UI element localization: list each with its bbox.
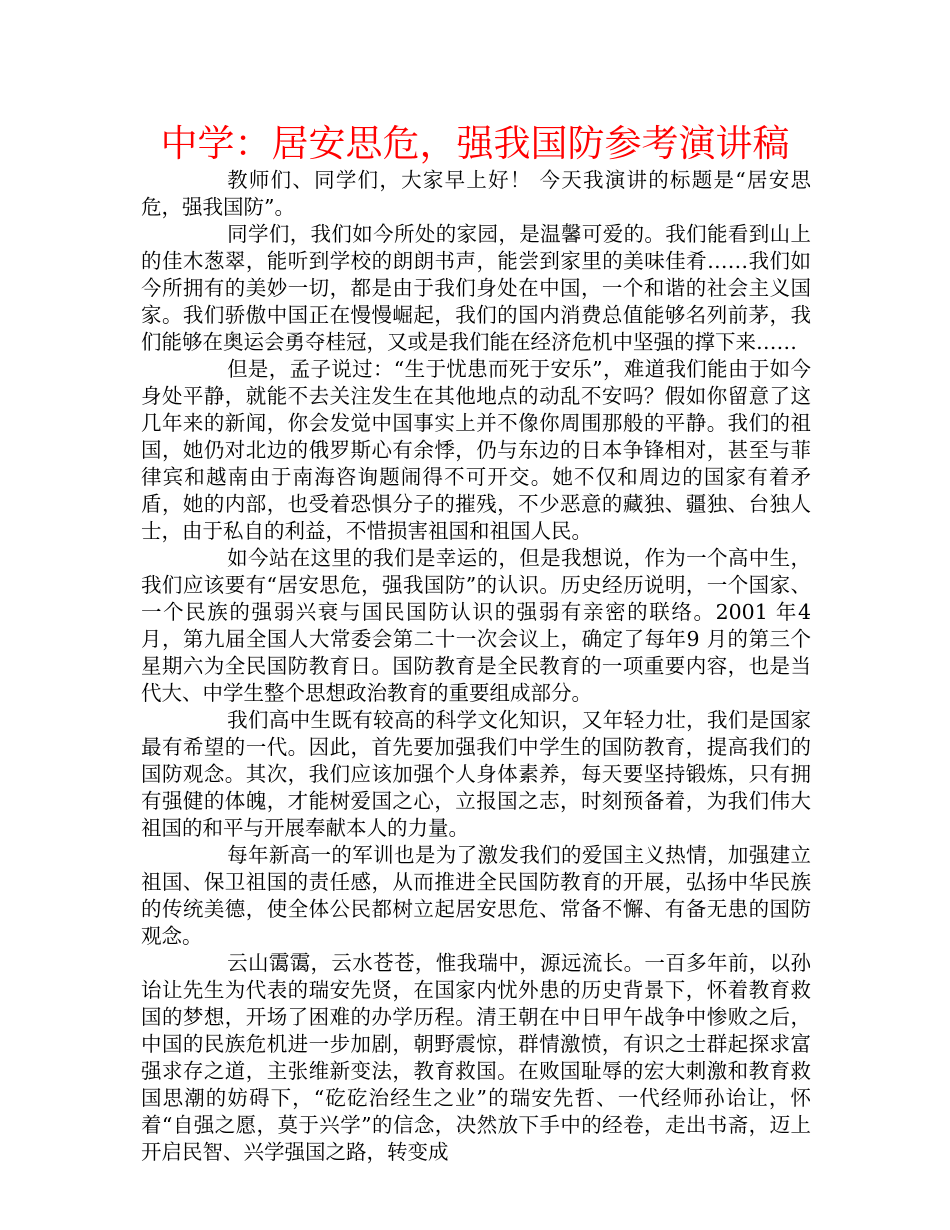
document-body bbox=[141, 167, 811, 1166]
paragraph-greeting: 教师们、同学们，大家早上好！ 今天我演讲的标题是“居安思危，强我国防”。 bbox=[141, 168, 811, 219]
paragraph-homeland: 同学们，我们如今所处的家园，是温馨可爱的。我们能看到山上的佳木葱翠，能听到学校的朗朗书声，能尝到家里的美味佳肴……我们如今所拥有的美妙一切，都是由于我们身处在中国，一个和谐的社会主义国家。我们骄傲中国正在慢慢崛起，我们的国内消费总值能够名列前茅，我们能够在奥运会勇夺桂冠，又或是我们能在经济危机中坚强的撑下来…… bbox=[141, 222, 811, 354]
paragraph-military-training: 每年新高一的军训也是为了激发我们的爱国主义热情，加强建立祖国、保卫祖国的责任感，从而推进全民国防教育的开展，弘扬中华民族的传统美德，使全体公民都树立起居安思危、常备不懈、有备无患的国防观念。 bbox=[141, 843, 811, 948]
paragraph-mencius: 但是，孟子说过：“生于忧患而死于安乐”，难道我们能由于如今身处平静，就能不去关注发生在其他地点的动乱不安吗？假如你留意了这几年来的新闻，你会发觉中国事实上并不像你周围那般的平静。我们的祖国，她仍对北边的俄罗斯心有余悸，仍与东边的日本争锋相对，甚至与菲律宾和越南由于南海咨询题闹得不可开交。她不仅和周边的国家有着矛盾，她的内部，也受着恐惧分子的摧残，不少恶意的藏独、疆独、台独人士，由于私自的利益，不惜损害祖国和祖国人民。 bbox=[141, 357, 811, 543]
paragraph-school-history: 云山霭霭，云水苍苍，惟我瑞中，源远流长。一百多年前，以孙诒让先生为代表的瑞安先贤，在国家内忧外患的历史背景下，怀着教育救国的梦想，开场了困难的办学历程。清王朝在中日甲午战争中惨败之后，中国的民族危机进一步加剧，朝野震惊，群情激愤，有识之士群起探求富强求存之道，主张维新变法，教育救国。在败国耻辱的宏大刺激和教育救国思潮的妨碍下，“矻矻治经生之业”的瑞安先哲、一代经师孙诒让，怀着“自强之愿，莫于兴学”的信念，决然放下手中的经卷，走出书斋，迈上开启民智、兴学强国之路，转变成 bbox=[141, 951, 811, 1164]
paragraph-students: 我们高中生既有较高的科学文化知识，又年轻力壮，我们是国家最有希望的一代。因此，首先要加强我们中学生的国防教育，提高我们的国防观念。其次，我们应该加强个人身体素养，每天要坚持锻炼，只有拥有强健的体魄，才能树爱国之心，立报国之志，时刻预备着，为我们伟大祖国的和平与开展奉献本人的力量。 bbox=[141, 708, 811, 840]
document-title: 中学：居安思危，强我国防参考演讲稿 bbox=[160, 122, 790, 165]
paragraph-awareness: 如今站在这里的我们是幸运的，但是我想说，作为一个高中生，我们应该要有“居安思危，强我国防”的认识。历史经历说明，一个国家、一个民族的强弱兴衰与国民国防认识的强弱有亲密的联络。2001 年4 月，第九届全国人大常委会第二十一次会议上，确定了每年9 月的第三个星期六为全民国防教育日。国防教育是全民教育的一项重要内容，也是当代大、中学生整个思想政治教育的重要组成部分。 bbox=[141, 546, 811, 705]
